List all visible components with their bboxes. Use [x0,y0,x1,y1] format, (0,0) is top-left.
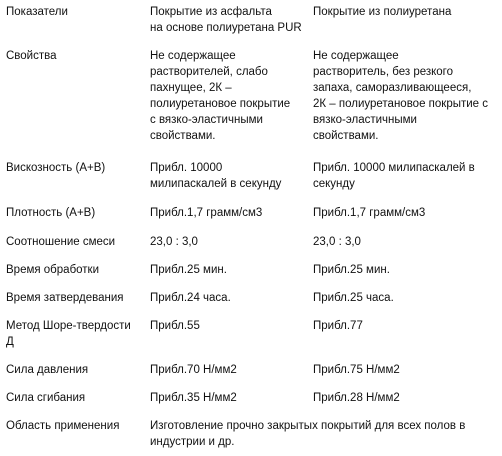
row-compressive-strength-asphalt: Прибл.70 Н/мм2 [150,364,237,376]
row-label-curing-time: Время затвердевания [6,292,124,304]
row-flexural-strength-asphalt: Прибл.35 Н/мм2 [150,392,237,404]
row-flexural-strength-polyurethane: Прибл.28 Н/мм2 [313,392,400,404]
row-mix-ratio-asphalt: 23,0 : 3,0 [150,236,198,248]
row-label-mix-ratio: Соотношение смеси [6,236,116,248]
row-shore-hardness-asphalt: Прибл.55 [150,320,200,332]
row-label-compressive-strength: Сила давления [6,364,89,376]
row-density-asphalt: Прибл.1,7 грамм/см3 [150,207,263,219]
row-viscosity-asphalt: Прибл. 10000 милипаскалей в секунду [150,162,282,190]
row-viscosity-polyurethane: Прибл. 10000 милипаскалей в секунду [313,162,475,190]
row-density-polyurethane: Прибл.1,7 грамм/см3 [313,207,426,219]
row-label-application-area: Область применения [6,420,120,432]
row-curing-time-polyurethane: Прибл.25 часа. [313,292,394,304]
header-polyurethane-coating: Покрытие из полиуретана [313,6,452,18]
row-properties-polyurethane: Не содержащее растворитель, без резкого запаха, саморазливающееся, 2К – полиуретановое покрытие с вязко-эластичными свойствами. [313,50,489,142]
row-working-time-polyurethane: Прибл.25 мин. [313,264,390,276]
row-shore-hardness-polyurethane: Прибл.77 [313,320,363,332]
row-application-area-value: Изготовление прочно закрытых покрытий для всех полов в индустрии и др. [150,420,466,448]
row-label-flexural-strength: Сила сгибания [6,392,86,404]
header-indicators: Показатели [6,6,68,18]
row-working-time-asphalt: Прибл.25 мин. [150,264,227,276]
row-properties-asphalt: Не содержащее растворителей, слабо пахнущее, 2К – полиуретановое покрытие с вязко-эластичными свойствами. [150,50,291,142]
row-label-properties: Свойства [6,50,57,62]
row-label-working-time: Время обработки [6,264,100,276]
row-label-density: Плотность (А+В) [6,207,96,219]
header-asphalt-pur-coating: Покрытие из асфальта на основе полиуретана PUR [150,6,302,34]
row-label-viscosity: Вискозность (А+В) [6,162,106,174]
row-compressive-strength-polyurethane: Прибл.75 Н/мм2 [313,364,400,376]
row-label-shore-hardness: Метод Шоре-твердости Д [6,320,131,348]
row-mix-ratio-polyurethane: 23,0 : 3,0 [313,236,361,248]
row-curing-time-asphalt: Прибл.24 часа. [150,292,231,304]
